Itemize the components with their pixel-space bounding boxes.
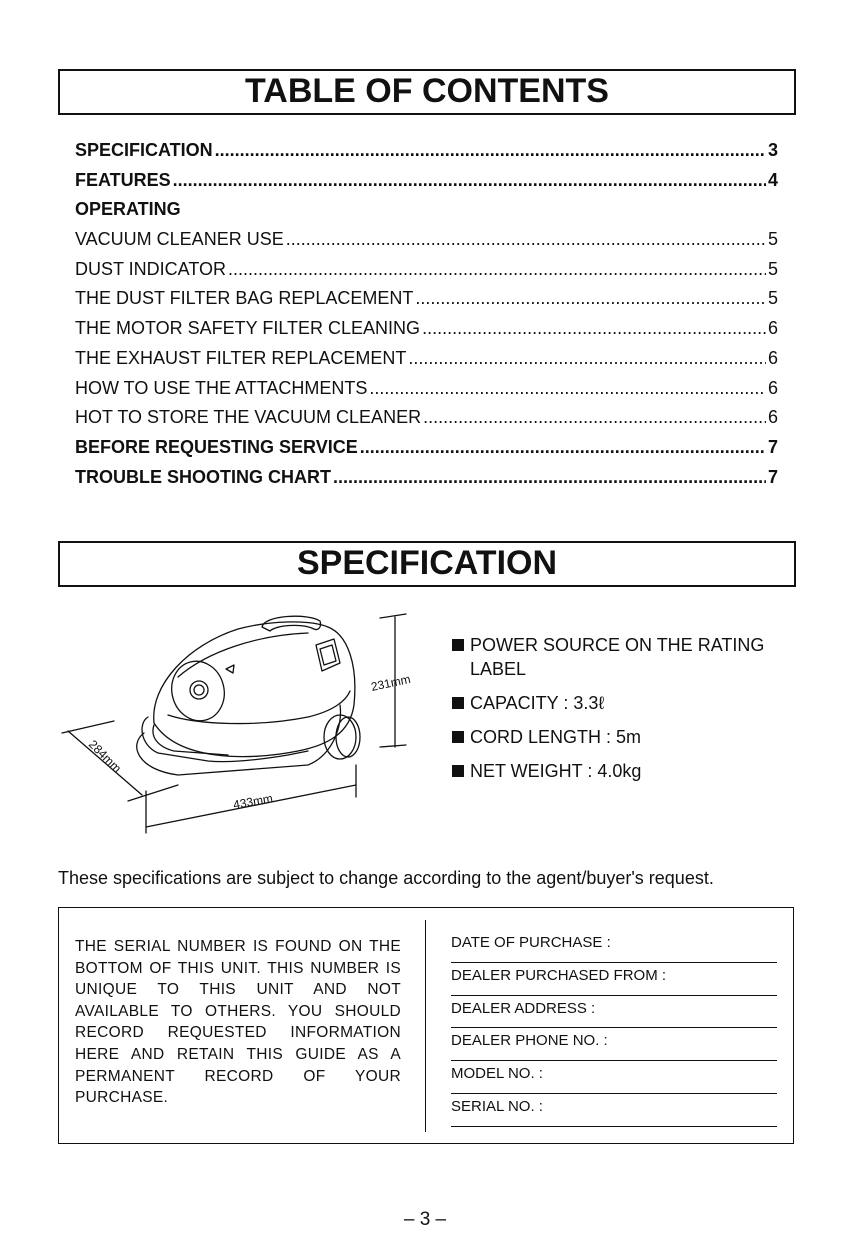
toc-entry-label: OPERATING	[75, 199, 181, 220]
toc-entry[interactable]	[75, 437, 778, 467]
divider	[425, 920, 426, 1132]
spec-item	[452, 691, 782, 715]
toc-entry[interactable]	[75, 318, 778, 348]
record-fields	[451, 930, 777, 1127]
toc-entry-page: 6	[767, 318, 778, 339]
toc-entry-page: 6	[767, 377, 778, 398]
specification-note: These specifications are subject to change according to the agent/buyer's request.	[58, 868, 714, 888]
toc-entry[interactable]	[75, 288, 778, 318]
spec-item	[452, 725, 782, 749]
serial-number-field[interactable]: SERIAL NO. :	[451, 1094, 777, 1127]
purchase-record-box	[58, 907, 794, 1144]
toc-entry-label: THE DUST FILTER BAG REPLACEMENT	[75, 288, 414, 309]
toc-entry-label: SPECIFICATION	[75, 140, 213, 160]
serial-number-notice: THE SERIAL NUMBER IS FOUND ON THE BOTTOM OF THIS UNIT. THIS NUMBER IS UNIQUE TO THIS UNIT AND NOT AVAILABLE TO OTHERS. YOU SHOULD RECORD REQUESTED INFORMATION HERE AND RETAIN THIS GUIDE AS A PERMANENT RECORD OF YOUR PURCHASE.	[75, 938, 401, 1107]
toc-leader	[423, 407, 766, 428]
toc-leader	[333, 467, 766, 488]
toc-leader	[408, 348, 766, 369]
spec-item-text: CORD LENGTH : 5m	[470, 727, 642, 747]
toc-leader	[360, 437, 766, 458]
toc-entry-label: HOT TO STORE THE VACUUM CLEANER	[75, 407, 422, 428]
toc-entry-page: 4	[767, 169, 778, 190]
toc-entry-label: TROUBLE SHOOTING CHART	[75, 466, 331, 487]
toc-entry-page: 5	[767, 288, 778, 309]
spec-item	[452, 633, 782, 681]
specification-list	[452, 633, 782, 793]
dealer-purchased-from-field[interactable]: DEALER PURCHASED FROM :	[451, 963, 777, 996]
toc-entry[interactable]	[75, 467, 778, 497]
toc-entry[interactable]	[75, 170, 778, 200]
toc-leader	[369, 378, 766, 399]
bullet-square-icon	[452, 697, 464, 709]
toc-leader	[415, 288, 766, 309]
spec-item-text: POWER SOURCE ON THE RATING LABEL	[470, 635, 765, 679]
bullet-square-icon	[452, 765, 464, 777]
model-number-field[interactable]: MODEL NO. :	[451, 1061, 777, 1094]
toc-leader	[215, 140, 766, 161]
toc-entry[interactable]	[75, 348, 778, 378]
toc-entry-page: 7	[767, 436, 778, 457]
spec-item-text: CAPACITY : 3.3ℓ	[470, 693, 605, 713]
toc-entry-page: 7	[767, 466, 778, 487]
toc-entry-label: HOW TO USE THE ATTACHMENTS	[75, 377, 368, 398]
bullet-square-icon	[452, 639, 464, 651]
toc-entry-label: DUST INDICATOR	[75, 258, 227, 279]
toc-entry-page: 5	[767, 229, 778, 250]
toc-entry-page: 5	[767, 258, 778, 279]
depth-dimension-label: 284mm	[85, 737, 125, 776]
toc-entry-page: 6	[767, 407, 778, 428]
toc-entry-label: THE EXHAUST FILTER REPLACEMENT	[75, 347, 407, 368]
date-of-purchase-field[interactable]: DATE OF PURCHASE :	[451, 930, 777, 963]
table-of-contents	[75, 140, 778, 496]
width-dimension-label: 433mm	[232, 791, 274, 812]
toc-entry-label: BEFORE REQUESTING SERVICE	[75, 436, 358, 457]
toc-entry[interactable]	[75, 407, 778, 437]
bullet-square-icon	[452, 731, 464, 743]
toc-leader	[286, 229, 766, 250]
toc-entry[interactable]	[75, 140, 778, 170]
toc-entry-label: THE MOTOR SAFETY FILTER CLEANING	[75, 318, 421, 339]
toc-entry-page: 3	[767, 140, 778, 160]
toc-entry-label: FEATURES	[75, 169, 171, 190]
toc-section-heading	[75, 199, 778, 229]
toc-title: TABLE OF CONTENTS	[58, 69, 796, 115]
dealer-phone-field[interactable]: DEALER PHONE NO. :	[451, 1028, 777, 1061]
spec-item-text: NET WEIGHT : 4.0kg	[470, 761, 642, 781]
toc-leader	[173, 170, 766, 191]
vacuum-cleaner-illustration	[58, 605, 448, 845]
toc-leader	[422, 318, 766, 339]
specification-title: SPECIFICATION	[58, 541, 796, 587]
toc-entry-label: VACUUM CLEANER USE	[75, 229, 284, 250]
toc-entry[interactable]	[75, 229, 778, 259]
dealer-address-field[interactable]: DEALER ADDRESS :	[451, 996, 777, 1029]
height-dimension-label: 231mm	[369, 671, 412, 694]
toc-leader	[228, 259, 766, 280]
toc-entry-page: 6	[767, 347, 778, 368]
toc-entry[interactable]	[75, 259, 778, 289]
toc-entry[interactable]	[75, 378, 778, 408]
page-number: – 3 –	[403, 1209, 447, 1230]
spec-item	[452, 759, 782, 783]
